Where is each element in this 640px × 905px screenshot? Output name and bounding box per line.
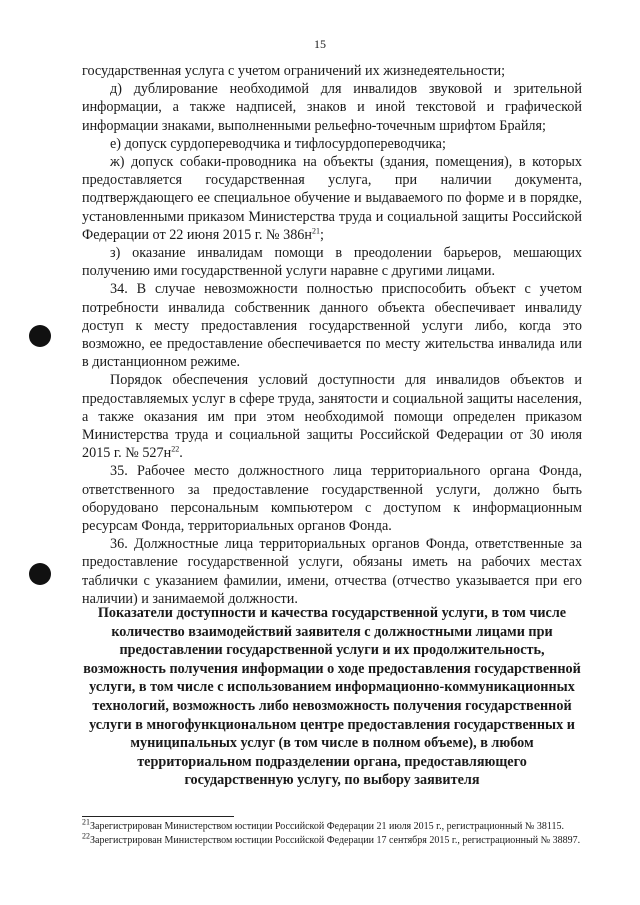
footnote-reference: 22 (171, 444, 180, 454)
paragraph: е) допуск сурдопереводчика и тифлосурдопереводчика; (110, 135, 446, 152)
section-heading: Показатели доступности и качества государственной услуги, в том числе количество взаимодействий заявителя с должностными лицами при предоставлении государственной услуги и их продолжительность, возможность получения информации о ходе предоставления государственной услуги, в том числе с использованием информационно-коммуникационных технологий, возможность либо невозможность получения государственной услуги в многофункциональном центре предоставления государственных и муниципальных услуг (в том числе в полном объеме), в любом территориальном подразделении органа, предоставляющего государственную услугу, по выбору заявителя (83, 605, 581, 789)
footnote-mark: 21 (82, 817, 90, 827)
footnote-divider (82, 816, 234, 817)
paragraph: з) оказание инвалидам помощи в преодолении барьеров, мешающих получению ими государственной услуги наравне с другими лицами. (82, 245, 582, 280)
footnote-mark: 22 (82, 831, 90, 841)
paragraph: государственная услуга с учетом ограничений их жизнедеятельности; (82, 63, 506, 79)
paragraph: 36. Должностные лица территориальных органов Фонда, ответственные за предоставление государственной услуги, обязаны иметь на рабочих местах таблички с указанием фамилии, имени, отчества (отчество указывается при его наличии) и занимаемой должности. (82, 536, 582, 607)
paragraph: Порядок обеспечения условий доступности для инвалидов объектов и предоставляемых услуг в сфере труда, занятости и социальной защиты населения, а также оказания им при этом необходимой помощи определен приказом Министерства труда и социальной защиты Российской Федерации от 30 июля 2015 г. № $527н^{22}$. (82, 372, 582, 462)
document-body (82, 62, 582, 608)
binder-hole-mark (29, 325, 51, 347)
paragraph: ж) допуск собаки-проводника на объекты (здания, помещения), в которых предоставляется государственная услуга, при наличии документа, подтверждающего ее специальное обучение и выдаваемого по форме и в порядке, установленными приказом Министерства труда и социальной защиты Российской Федерации от 22 июня 2015 г. № $386н^{21}$; (82, 154, 582, 243)
paragraph: 35. Рабочее место должностного лица территориального органа Фонда, ответственного за предоставление государственной услуги, должно быть оборудовано персональным компьютером с доступом к информационным ресурсам Фонда, территориальных органов Фонда. (82, 463, 582, 535)
page-number: 15 (314, 37, 326, 51)
paragraph: 34. В случае невозможности полностью приспособить объект с учетом потребности инвалида собственник данного объекта обеспечивает инвалиду доступ к месту предоставления государственной услуги либо, когда это возможно, ее предоставление обеспечивается по месту жительства инвалида или в дистанционном режиме. (82, 281, 582, 371)
footnotes (82, 817, 582, 848)
footnote: $^{22}$Зарегистрирован Министерством юстиции Российской Федерации 17 сентября 2015 г., регистрационный № 38897. (82, 831, 581, 846)
binder-hole-mark (29, 563, 51, 585)
footnote-reference: 21 (311, 226, 320, 236)
footnote: $^{21}$Зарегистрирован Министерством юстиции Российской Федерации 21 июля 2015 г., регистрационный № 38115. (82, 817, 565, 832)
paragraph: д) дублирование необходимой для инвалидов звуковой и зрительной информации, а также надписей, знаков и иной текстовой и графической информации знаками, выполненными рельефно-точечным шрифтом Брайля; (82, 81, 582, 134)
